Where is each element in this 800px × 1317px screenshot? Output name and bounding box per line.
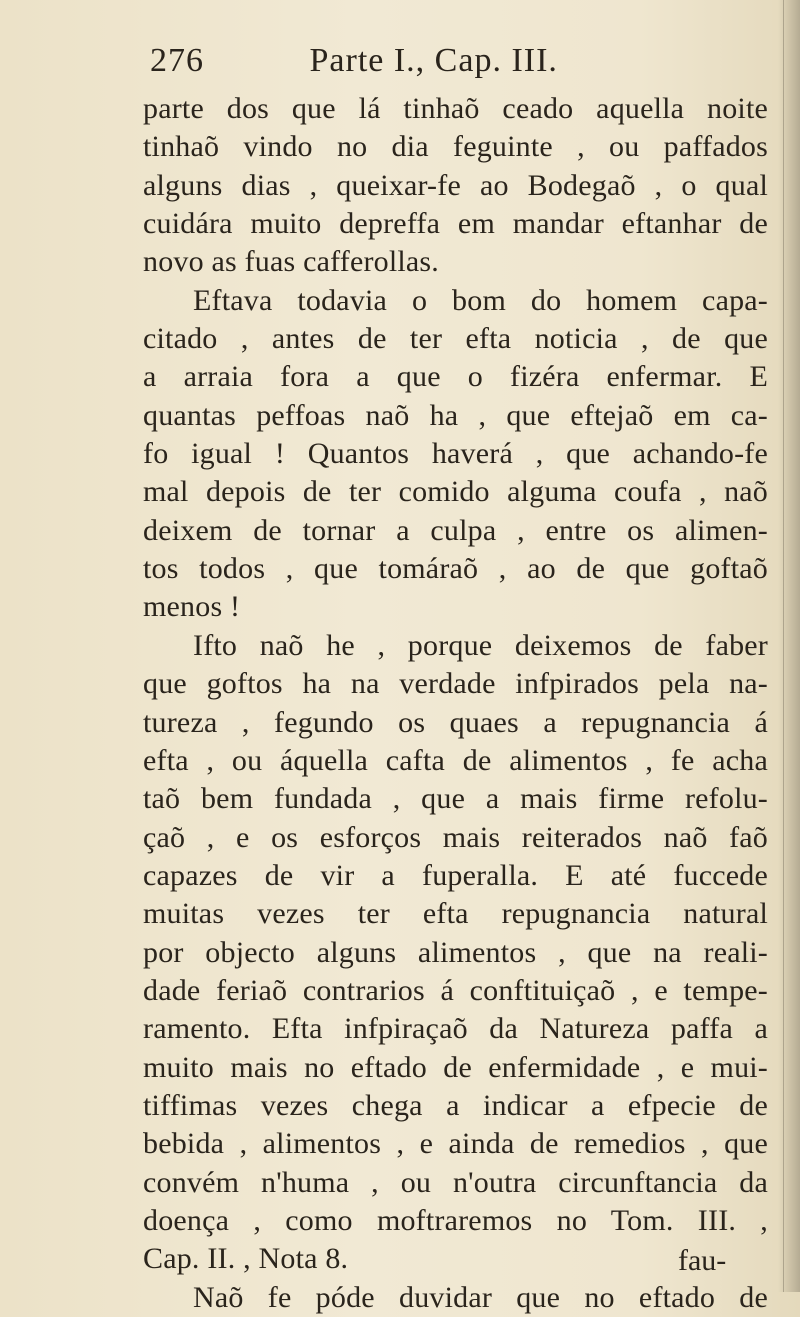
body-text [143, 90, 768, 1317]
text-line: tinhaõ vindo no dia feguinte , ou paffados [143, 130, 768, 164]
text-line: a arraia fora a que o fizéra enfermar. E [143, 360, 768, 394]
text-line: citado , antes de ter efta noticia , de que [143, 322, 768, 356]
text-line: ramento. Efta infpiraçaõ da Natureza paffa a [143, 1012, 768, 1046]
text-line: por objecto alguns alimentos , que na reali- [143, 935, 768, 969]
running-title: Parte I., Cap. III. [309, 42, 558, 79]
text-line: alguns dias , queixar-fe ao Bodegaõ , o qual [143, 168, 768, 202]
text-line: parte dos que lá tinhaõ ceado aquella noite [143, 92, 768, 125]
text-line: muito mais no eftado de enfermidade , e mui- [143, 1050, 768, 1084]
text-line: tiffimas vezes chega a indicar a efpecie de [143, 1088, 768, 1122]
text-line: efta , ou áquella cafta de alimentos , fe acha [143, 743, 768, 777]
text-line: çaõ , e os esforços mais reiterados naõ faõ [143, 820, 768, 854]
text-line: tureza , fegundo os quaes a repugnancia á [143, 705, 768, 739]
text-line: Ifto naõ he , porque deixemos de faber [193, 628, 768, 662]
text-line: doença , como moftraremos no Tom. III. , [143, 1203, 768, 1237]
page-edge-line [783, 0, 784, 1292]
text-line: quantas peffoas naõ ha , que eftejaõ em ca- [143, 398, 768, 432]
catchword: fau- [678, 1244, 727, 1277]
text-line: dade feriaõ contrarios á conftituiçaõ , e tempe- [143, 973, 768, 1007]
text-line: convém n'huma , ou n'outra circunftancia da [143, 1165, 768, 1199]
text-line: capazes de vir a fuperalla. E até fuccede [143, 858, 768, 892]
text-line: deixem de tornar a culpa , entre os alimen- [143, 513, 768, 547]
page-number: 276 [150, 42, 204, 79]
text-line: Cap. II. , Nota 8. [143, 1242, 349, 1276]
text-line: muitas vezes ter efta repugnancia natural [143, 897, 768, 931]
text-line: tos todos , que tomáraõ , ao de que goftaõ [143, 552, 768, 586]
text-line: fo igual ! Quantos haverá , que achando-fe [143, 437, 768, 471]
text-line: mal depois de ter comido alguma coufa , naõ [143, 475, 768, 509]
page-edge-shadow [778, 0, 800, 1292]
text-line: Naõ fe póde duvidar que no eftado de [193, 1280, 768, 1314]
text-line: taõ bem fundada , que a mais firme refolu- [143, 782, 768, 816]
text-line: que goftos ha na verdade infpirados pela na- [143, 667, 768, 701]
text-line: menos ! [143, 590, 241, 624]
text-line: cuidára muito depreffa em mandar eftanhar de [143, 207, 768, 241]
running-head [150, 42, 750, 82]
text-line: bebida , alimentos , e ainda de remedios , que [143, 1127, 768, 1161]
text-line: Eftava todavia o bom do homem capa- [193, 283, 768, 317]
text-line: novo as fuas cafferollas. [143, 245, 440, 279]
